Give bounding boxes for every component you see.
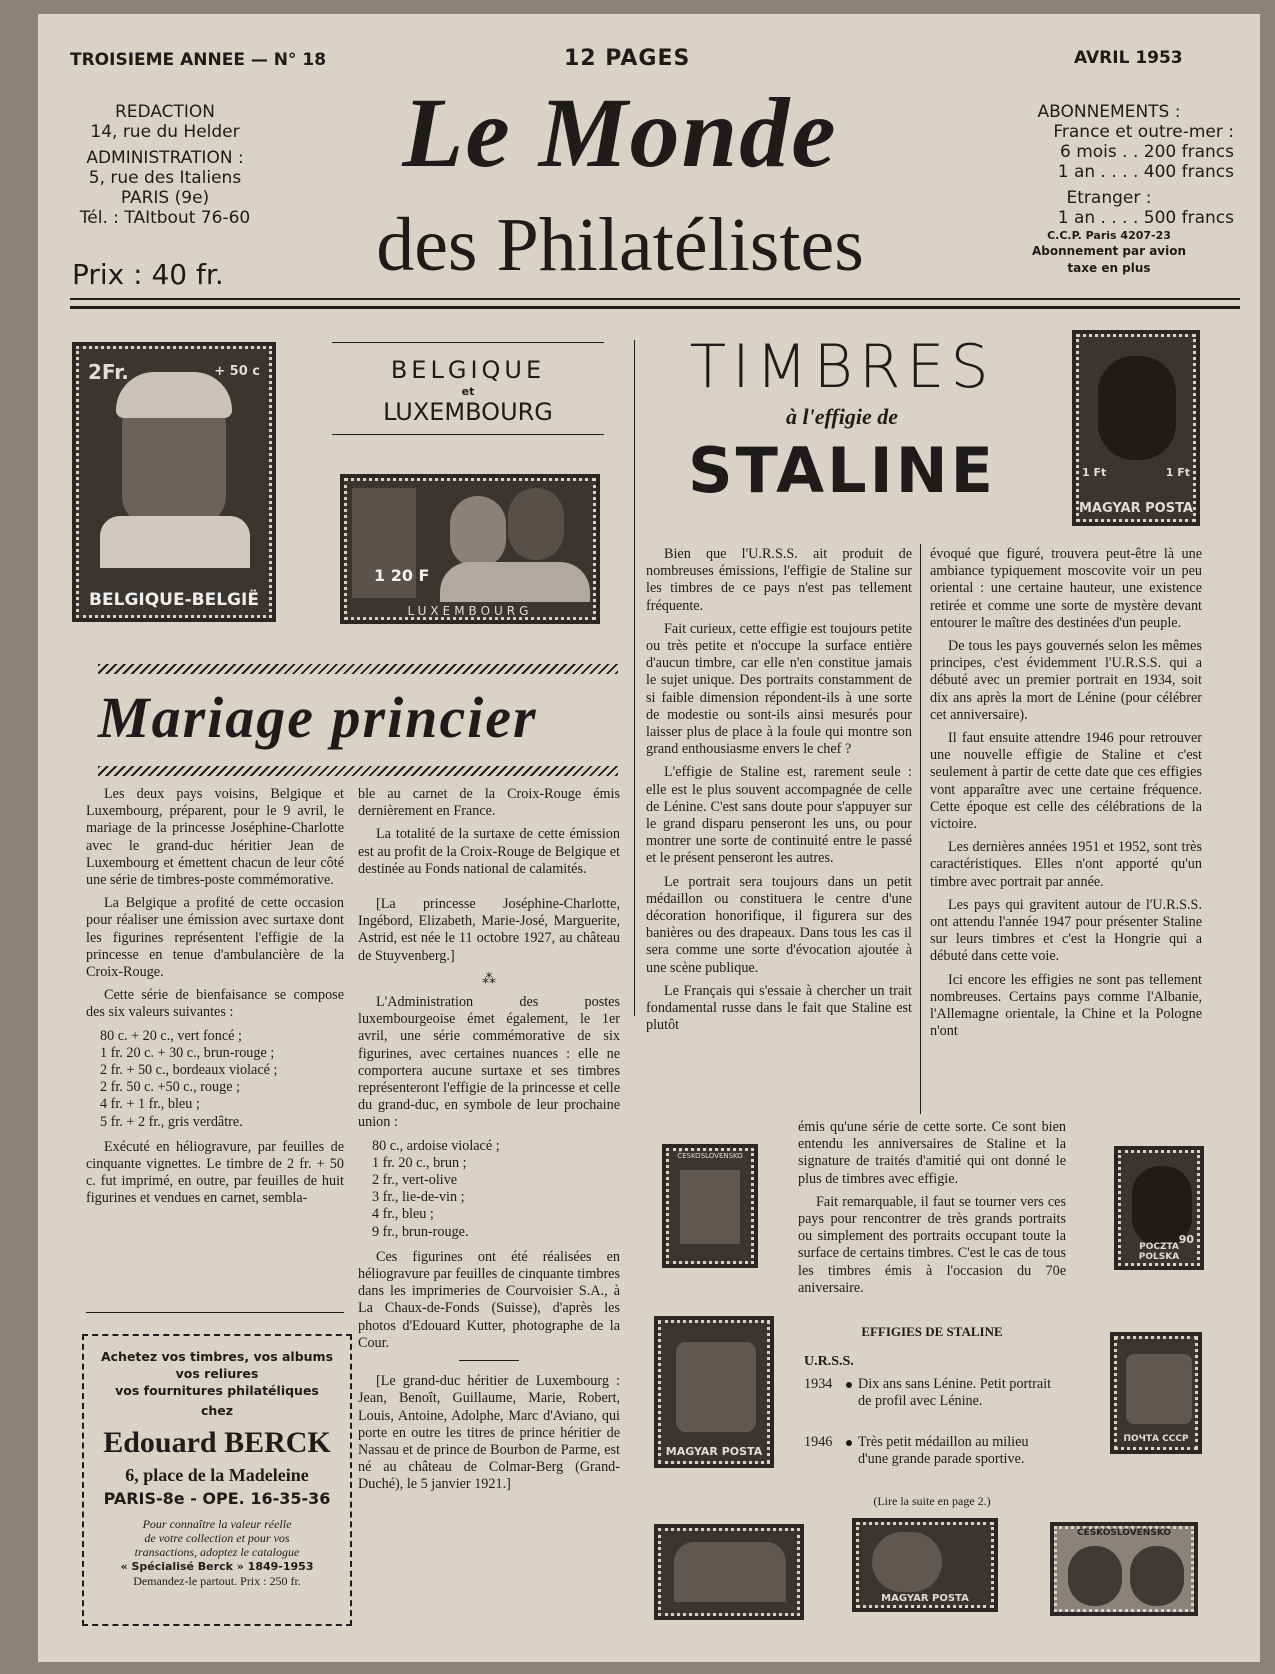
lenin-portrait-icon [1068, 1546, 1122, 1606]
kicker-rule-top [332, 342, 604, 343]
asterism: ⁂ [482, 971, 496, 987]
article-staline-col1 [646, 546, 912, 1040]
headline-wavy-rule-bottom [98, 766, 618, 776]
short-rule [459, 1360, 519, 1361]
list-item: 80 c., ardoise violacé ; [372, 1137, 500, 1154]
entry-1934-text: Dix ans sans Lénine. Petit portrait de profil avec Lénine. [858, 1376, 1052, 1410]
subscriptions-1-year: 1 an . . . . 400 francs [1057, 162, 1234, 182]
flags-crowd-icon [676, 1342, 756, 1432]
bullet-icon [846, 1440, 852, 1446]
paragraph: Fait remarquable, il faut se tourner vers ces pays pour rencontrer de très grands portraits ou simplement des portraits occupant toute la surface de certains timbres. C'est le cas de tous les timbres émis à l'occasion du 70e aniversaire. [798, 1193, 1066, 1296]
luxembourg-value: 1 20 F [374, 566, 430, 585]
paragraph: évoqué que figuré, trouvera peut-être là une ambiance typiquement moscovite voir un peu oriental : une certaine hauteur, une existence retirée et comme une sorte de mystère devant entourer le maître des destinées d'un peuple. [930, 546, 1202, 631]
headline-staline: STALINE [688, 434, 996, 507]
ad-city: PARIS-8e - OPE. 16-35-36 [103, 1489, 331, 1508]
telephone: Tél. : TAItbout 76-60 [79, 208, 251, 228]
couple-shoulders-icon [440, 562, 590, 602]
list-item: 1 fr. 20 c., brun ; [372, 1154, 467, 1171]
paragraph: Il faut ensuite attendre 1946 pour retrouver une nouvelle effigie de Staline et c'est seulement à partir de cette date que ces effigies vont apparaître avec une certaine fréquence. Cette époque est celle des célébrations de la victoire. [930, 730, 1202, 833]
headline-timbres: TIMBRES [689, 332, 995, 402]
list-item: 2 fr. 50 c. +50 c., rouge ; [100, 1079, 240, 1096]
entry-1946-text: Très petit médaillon au milieu d'une grande parade sportive. [858, 1434, 1029, 1468]
ccp-number: C.C.P. Paris 4207-23 [1047, 229, 1171, 242]
subscriptions-foreign: Etranger : [1066, 188, 1152, 208]
hungary-caption: MAGYAR POSTA [1078, 501, 1193, 516]
nurse-collar-icon [100, 516, 250, 568]
ad-address: 6, place de la Madeleine [125, 1465, 309, 1485]
redaction-address: 14, rue du Helder [90, 122, 240, 142]
article-staline-col2 [930, 546, 1202, 1046]
magyar-posta-stamp-2 [654, 1316, 774, 1468]
subscriptions-6-months: 6 mois . . 200 francs [1059, 142, 1234, 162]
price: Prix : 40 fr. [72, 258, 224, 291]
poczta-polska-stamp [1114, 1146, 1204, 1270]
luxembourg-values-list [372, 1138, 620, 1241]
bottom-hu-caption: MAGYAR POSTA [881, 1593, 969, 1604]
kicker-belgique: BELGIQUE [390, 356, 546, 384]
ad-line-3: vos fournitures philatéliques [115, 1383, 319, 1398]
stalin-portrait-icon [1130, 1546, 1184, 1606]
redaction-label: REDACTION [114, 102, 216, 122]
headline-mariage-princier: Mariage princier [98, 685, 538, 750]
list-item: 9 fr., brun-rouge. [372, 1223, 469, 1240]
ad-small-1: Pour connaître la valeur réelle [142, 1517, 292, 1531]
list-item: 80 c. + 20 c., vert foncé ; [100, 1027, 242, 1044]
article-mariage-col1 [86, 786, 344, 1214]
paragraph: ble au carnet de la Croix-Rouge émis dernièrement en France. [358, 786, 620, 820]
continued-on-page-2: (Lire la suite en page 2.) [873, 1494, 991, 1508]
air-tax: taxe en plus [1067, 261, 1151, 275]
paragraph: De tous les pays gouvernés selon les mêmes principes, c'est évidemment l'U.R.S.S. qui a débuté avec un premier portrait en 1934, soit dix ans après la mort de Lénine (pour célébrer cet anniversaire). [930, 638, 1202, 723]
paragraph: L'effigie de Staline est, rarement seule : elle est le plus souvent accompagnée de celle de Lénine. C'est sans doute pour s'appuyer sur le grand disparu penseront les uns, ou pour montrer une sorte de continuité entre le passé et le présent penseront les autres. [646, 764, 912, 867]
czechoslovak-stamp [662, 1144, 758, 1268]
country-urss: U.R.S.S. [804, 1354, 854, 1369]
admin-label: ADMINISTRATION : [86, 148, 244, 168]
princess-portrait-icon [450, 496, 506, 568]
paragraph: La totalité de la surtaxe de cette émission est au profit de la Croix-Rouge de Belgique et destinée au Fonds national de calamités. [358, 826, 620, 877]
cz1-caption: ČESKOSLOVENSKO [677, 1152, 743, 1160]
paragraph: Le portrait sera toujours dans un petit médaillon ou constituera le centre d'une décoration honorifique, il figurera sur des banières ou des drapeaux. Dans tous les cas il sera comme une sorte d'évocation ajoutée à une scène publique. [646, 873, 912, 976]
ad-line-2: vos reliures [175, 1366, 259, 1381]
poland-caption: POCZTA POLSKA [1138, 1242, 1180, 1262]
list-item: 4 fr. + 1 fr., bleu ; [100, 1096, 200, 1113]
list-item: 5 fr. + 2 fr., gris verdâtre. [100, 1113, 243, 1130]
paragraph: La Belgique a profité de cette occasion pour réaliser une émission avec surtaxe dont les figurines représentent l'effigie de la princesse en tenue d'ambulancière de la Croix-Rouge. [86, 895, 344, 981]
hungary-value-right: 1 Ft [1165, 466, 1190, 479]
subhead-effigies: EFFIGIES DE STALINE [861, 1324, 1003, 1339]
entry-1934-year: 1934 [804, 1376, 833, 1392]
ad-line-4: chez [200, 1403, 234, 1418]
luxembourg-stamp [340, 474, 600, 624]
paragraph: Cette série de bienfaisance se compose des six valeurs suivantes : [86, 987, 344, 1021]
hungary-value-left: 1 Ft [1082, 466, 1107, 479]
ad-name: Edouard BERCK [103, 1426, 331, 1459]
masthead-title-line2: des Philatélistes [376, 203, 864, 287]
issue-date: AVRIL 1953 [1074, 48, 1183, 68]
ussr-stamp [1110, 1332, 1202, 1454]
paragraph: L'Administration des postes luxembourgeoise émet également, le 1er avril, une série commémorative de six figurines, avec certaines nuances : elle ne comportera aucune surtaxe et ses timbres représenteront l'effigie de la princesse et celle du grand-duc, en symbole de leur prochaine union : [358, 994, 620, 1131]
ussr-caption: ПОЧТА СССР [1123, 1434, 1189, 1444]
ad-small-5: Demandez-le partout. Prix : 250 fr. [133, 1574, 301, 1588]
paragraph: Exécuté en héliogravure, par feuilles de cinquante vignettes. Le timbre de 2 fr. + 50 c. fut imprimé, en outre, par feuilles de huit figurines et vendues en carnet, sembla- [86, 1138, 344, 1207]
berck-advertisement [82, 1334, 352, 1626]
kicker-et: et [461, 385, 475, 398]
ad-line-1: Achetez vos timbres, vos albums [100, 1349, 334, 1364]
entry-1946-year: 1946 [804, 1434, 833, 1450]
bottom-stamp-magyar [852, 1518, 998, 1612]
ad-small-2: de votre collection et pour vos [144, 1531, 290, 1545]
masthead-rule-bottom [70, 306, 1240, 309]
poland-value: 90 [1178, 1233, 1194, 1246]
column-divider [920, 544, 921, 1114]
column-divider [634, 340, 635, 1016]
belgique-value-right: + 50 c [214, 364, 260, 379]
belgique-caption: BELGIQUE-BELGIË [89, 590, 259, 610]
stalin-profile-icon [1098, 356, 1176, 460]
paragraph: Les pays qui gravitent autour de l'U.R.S.S. ont attendu l'année 1947 pour présenter Staline sur leurs timbres et c'est la Hongrie qui a débuté dans cette voie. [930, 896, 1202, 965]
headline-wavy-rule-top [98, 664, 618, 674]
bottom-cz-caption: ČESKOSLOVENSKO [1076, 1528, 1172, 1538]
masthead-rule-top [70, 298, 1240, 300]
belgique-values-list [100, 1028, 344, 1131]
paragraph: émis qu'une série de cette sorte. Ce sont bien entendu les anniversaires de Staline et la signature de traités d'amitié qui ont donné le plus de timbres avec effigie. [798, 1119, 1066, 1187]
subscriptions-foreign-year: 1 an . . . . 500 francs [1057, 208, 1234, 228]
subscriptions-label: ABONNEMENTS : [1037, 102, 1181, 122]
belgique-value-left: 2Fr. [88, 360, 129, 384]
headline-effigie: à l'effigie de [786, 404, 898, 429]
ad-small-4: « Spécialisé Berck » 1849-1953 [120, 1560, 314, 1573]
article-staline-col3 [798, 1119, 1066, 1303]
magyar-posta-stamp [1072, 330, 1200, 526]
paragraph: Ici encore les effigies ne sont pas tellement nombreuses. Certains pays comme l'Albanie, l'Allemagne orientale, la Chine et la Pologne n'ont [930, 971, 1202, 1040]
masthead-title-line1: Le Monde [402, 77, 838, 188]
bullet-icon [846, 1382, 852, 1388]
ad-rule [86, 1312, 344, 1313]
four-portraits-icon [674, 1542, 786, 1602]
paragraph: [La princesse Joséphine-Charlotte, Ingébord, Elizabeth, Marie-José, Marguerite, Astrid, est née le 11 octobre 1927, au château de Stuyvenberg.] [358, 896, 620, 964]
paragraph: Le Français qui s'essaie à chercher un trait fondamental russe dans le fait que Staline est plutôt [646, 982, 912, 1034]
bottom-stamp-leaders [654, 1524, 804, 1620]
leaders-portrait-icon [680, 1170, 740, 1244]
masthead-right [984, 102, 1234, 277]
newspaper-medallion-icon [1126, 1354, 1192, 1424]
bottom-stamp-czechoslovak [1050, 1522, 1198, 1616]
list-item: 2 fr. + 50 c., bordeaux violacé ; [100, 1062, 278, 1079]
ad-small-3: transactions, adoptez le catalogue [134, 1545, 300, 1559]
paragraph: Fait curieux, cette effigie est toujours petite ou très petite et n'occupe la surface entière d'aucun timbre, car elle n'en constitue jamais le sujet unique. Des portraits constamment de si faible dimension répondent-ils à une sorte de modestie ou sont-ils ainsi mesurés pour laisser plus de place à la foule qui montre son grand enthousiasme envers le chef ? [646, 620, 912, 758]
masthead-left [70, 102, 260, 228]
issue-number: TROISIEME ANNEE — N° 18 [70, 50, 327, 70]
list-item: 2 fr., vert-olive [372, 1172, 458, 1189]
paragraph: Les dernières années 1951 et 1952, sont très caractéristiques. Elles n'ont apporté qu'un timbre avec portrait par année. [930, 839, 1202, 890]
belgique-stamp [72, 342, 276, 622]
page-count: 12 PAGES [564, 46, 691, 71]
list-item: 3 fr., lie-de-vin ; [372, 1189, 465, 1206]
luxembourg-caption: LUXEMBOURG [407, 604, 533, 618]
kicker-luxembourg: LUXEMBOURG [383, 398, 553, 426]
paragraph: [Le grand-duc héritier de Luxembourg : Jean, Benoît, Guillaume, Marie, Robert, Louis, Antoine, Adolphe, Marc d'Aviano, qui porte en outre les titres de prince héritier de Nassau et de prince de Bourbon de Parme, est né au château de Colmar-Berg (Grand-Duché), le 5 janvier 1921.] [358, 1373, 620, 1493]
article-mariage-col2 [358, 786, 620, 1500]
portrait-icon [872, 1532, 942, 1592]
subscriptions-france: France et outre-mer : [1053, 122, 1234, 142]
kicker-rule-bottom [332, 434, 604, 435]
admin-address-1: 5, rue des Italiens [88, 168, 242, 188]
newspaper-page [38, 14, 1260, 1662]
air-subscription: Abonnement par avion [1031, 244, 1187, 258]
hu2-caption: MAGYAR POSTA [665, 1445, 763, 1458]
list-item: 4 fr., bleu ; [372, 1206, 434, 1223]
list-item: 1 fr. 20 c. + 30 c., brun-rouge ; [100, 1044, 275, 1061]
grand-duke-portrait-icon [508, 488, 564, 560]
paragraph: Bien que l'U.R.S.S. ait produit de nombreuses émissions, l'effigie de Staline sur les timbres de ce pays n'est pas tellement fréquente. [646, 546, 912, 614]
paragraph: Les deux pays voisins, Belgique et Luxembourg, préparent, pour le 9 avril, le mariage de la princesse Joséphine-Charlotte avec le grand-duc héritier Jean de Luxembourg et émettent chacun de leur côté une série de timbres-poste commémorative. [86, 786, 344, 889]
admin-address-2: PARIS (9e) [120, 188, 210, 208]
paragraph: Ces figurines ont été réalisées en héliogravure par feuilles de cinquante timbres dans les imprimeries de Courvoisier S.A., à La Chaux-de-Fonds (Suisse), d'après les photos d'Edouard Kutter, photographe de la Cour. [358, 1248, 620, 1351]
